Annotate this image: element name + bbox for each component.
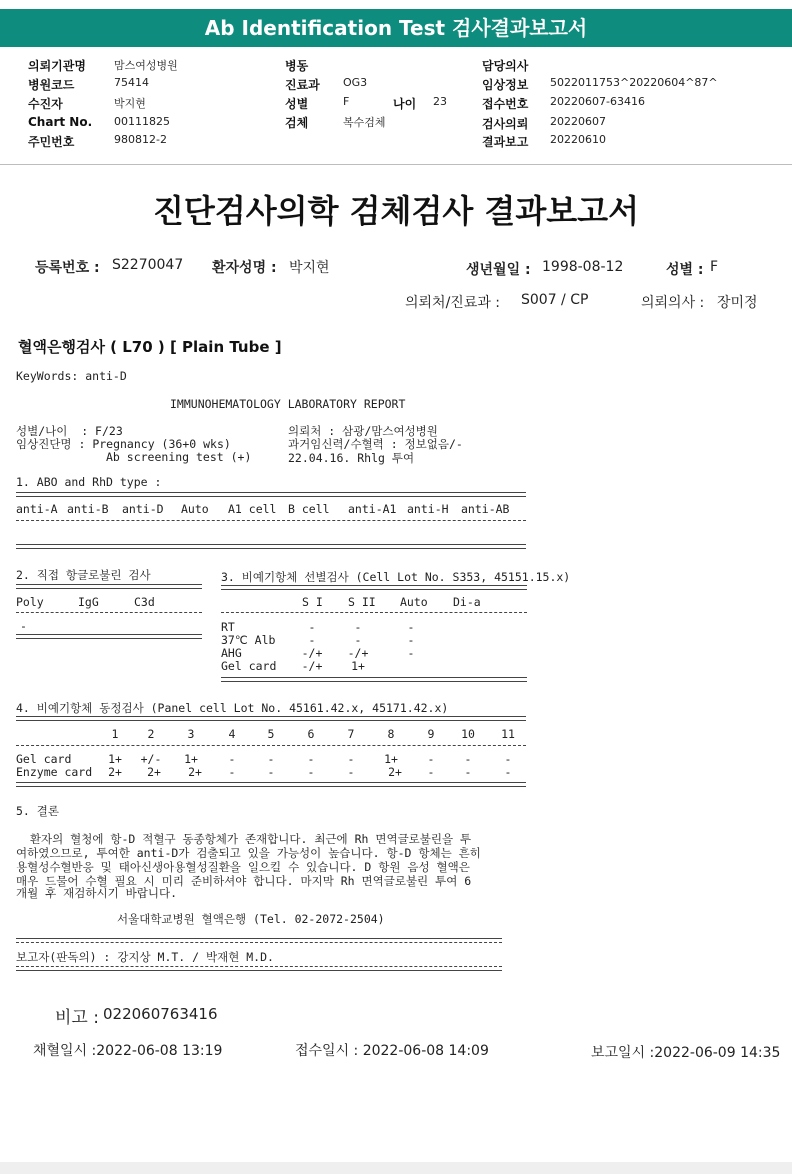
- test-title: 혈액은행검사 ( L70 ) [ Plain Tube ]: [18, 338, 282, 356]
- panel-col: 3: [187, 727, 195, 741]
- abo-col-auto: Auto: [181, 502, 209, 516]
- header-divider: [0, 164, 792, 165]
- label-request-date: 검사의뢰: [482, 117, 529, 131]
- screen-cell: -/+: [347, 646, 369, 660]
- panel-cell: +/-: [140, 752, 162, 766]
- lab-contact: 서울대학교병원 혈액은행 (Tel. 02-2072-2504): [117, 912, 385, 926]
- label-resident-no: 주민번호: [28, 135, 75, 149]
- dat-title: 2. 직접 항글로불린 검사: [16, 568, 151, 582]
- screen-cell: -: [407, 646, 415, 660]
- abo-col-anti-b: anti-B: [67, 502, 109, 516]
- panel-cell: -: [347, 752, 355, 766]
- panel-cell: 2+: [147, 765, 161, 779]
- dat-mid-rule: [16, 612, 202, 613]
- label-department: 진료과: [285, 78, 320, 92]
- panel-cell: -: [427, 765, 435, 779]
- panel-cell: -: [307, 765, 315, 779]
- screen-col-auto: Auto: [400, 595, 428, 609]
- label-ward: 병동: [285, 59, 309, 73]
- screen-cell: 1+: [351, 659, 365, 673]
- label-doctor: 담당의사: [482, 59, 529, 73]
- abo-col-anti-a: anti-A: [16, 502, 58, 516]
- value-reg-no: S2270047: [112, 257, 184, 273]
- panel-row-label: Gel card: [16, 752, 72, 766]
- remark-value: 022060763416: [103, 1005, 218, 1023]
- panel-cell: -: [307, 752, 315, 766]
- screen-cell: -: [354, 633, 362, 647]
- label-specimen: 검체: [285, 116, 309, 130]
- screen-cell: -: [354, 620, 362, 634]
- dat-col-poly: Poly: [16, 595, 44, 609]
- screen-cell: -/+: [301, 659, 323, 673]
- report-banner: Ab Identification Test 검사결과보고서: [0, 9, 792, 47]
- panel-cell: -: [427, 752, 435, 766]
- value-institution: 맘스여성병원: [114, 59, 178, 72]
- label-hospital-code: 병원코드: [28, 78, 75, 92]
- panel-cell: 2+: [108, 765, 122, 779]
- screen-title: 3. 비예기항체 선별검사 (Cell Lot No. S353, 45151.15.x): [221, 570, 571, 584]
- screen-col-dia: Di-a: [453, 595, 481, 609]
- info-diagnosis-2: Ab screening test (+): [16, 450, 252, 464]
- reporter-top-rule-2: [16, 942, 502, 943]
- label-patient-sex: 성별 :: [666, 262, 704, 278]
- screen-top-rule: [221, 585, 527, 590]
- panel-top-rule: [16, 716, 526, 721]
- abo-bottom-rule: [16, 544, 526, 549]
- info-diagnosis: 임상진단명 : Pregnancy (36+0 wks): [16, 437, 231, 451]
- conclusion-line: 개월 후 재검하시기 바랍니다.: [16, 886, 178, 900]
- label-sex: 성별: [285, 97, 309, 111]
- label-receipt-no: 접수번호: [482, 97, 529, 111]
- panel-cell: -: [504, 765, 512, 779]
- panel-col: 4: [228, 727, 236, 741]
- panel-title: 4. 비예기항체 동정검사 (Panel cell Lot No. 45161.42.x, 45171.42.x): [16, 701, 449, 715]
- value-clinical-info: 5022011753^20220604^87^: [550, 76, 718, 89]
- value-sex: F: [343, 95, 350, 108]
- value-hospital-code: 75414: [114, 76, 149, 89]
- page-bottom-strip: [0, 1162, 792, 1174]
- panel-mid-rule: [16, 745, 526, 746]
- screen-cell: -/+: [301, 646, 323, 660]
- panel-col: 10: [461, 727, 475, 741]
- label-patient-name: 환자성명 :: [212, 260, 277, 276]
- abo-col-b-cell: B cell: [288, 502, 330, 516]
- panel-col: 7: [347, 727, 355, 741]
- reporter-bottom-rule: [16, 966, 502, 967]
- panel-col: 11: [501, 727, 515, 741]
- panel-col: 8: [387, 727, 395, 741]
- screen-cell: -: [308, 620, 316, 634]
- panel-cell: 2+: [388, 765, 402, 779]
- abo-col-anti-d: anti-D: [122, 502, 164, 516]
- panel-cell: 2+: [188, 765, 202, 779]
- label-reg-no: 등록번호 :: [35, 260, 100, 276]
- label-report-date: 결과보고: [482, 135, 529, 149]
- conclusion-line: 여하였으므로, 투여한 anti-D가 검출되고 있을 가능성이 높습니다. 항-D 항체는 흔히: [16, 846, 481, 860]
- info-sex-age: 성별/나이 : F/23: [16, 424, 123, 438]
- panel-col: 9: [427, 727, 435, 741]
- panel-cell: 1+: [384, 752, 398, 766]
- value-patient-name: 박지현: [289, 260, 330, 276]
- screen-row-label: 37℃ Alb: [221, 633, 276, 647]
- remark-label: 비고 :: [55, 1008, 99, 1028]
- value-report-date: 20220610: [550, 133, 606, 146]
- value-chart-no: 00111825: [114, 115, 170, 128]
- info-referral: 의뢰처 : 삼광/맘스여성병원: [288, 424, 438, 438]
- screen-cell: -: [308, 633, 316, 647]
- value-dob: 1998-08-12: [542, 259, 624, 275]
- panel-row-label: Enzyme card: [16, 765, 93, 779]
- panel-cell: -: [504, 752, 512, 766]
- panel-bottom-rule: [16, 782, 526, 787]
- conclusion-line: 매우 드물어 수혈 필요 시 미리 준비하셔야 합니다. 마지막 Rh 면역글로불린 투여 6: [16, 874, 472, 888]
- panel-col: 5: [267, 727, 275, 741]
- panel-cell: -: [464, 765, 472, 779]
- screen-mid-rule: [221, 612, 527, 613]
- dat-top-rule: [16, 584, 202, 589]
- conclusion-title: 5. 결론: [16, 804, 59, 818]
- label-chart-no: Chart No.: [28, 115, 93, 129]
- panel-col: 6: [307, 727, 315, 741]
- panel-cell: -: [347, 765, 355, 779]
- screen-col-si: S I: [302, 595, 323, 609]
- conclusion-line: 용혈성수혈반응 및 태아신생아용혈성질환을 일으킬 수 있습니다. D 항원 음성 혈액은: [16, 860, 470, 874]
- report-datetime: 보고일시 :2022-06-09 14:35: [591, 1045, 781, 1061]
- panel-cell: 1+: [108, 752, 122, 766]
- abo-col-anti-ab: anti-AB: [461, 502, 510, 516]
- abo-top-rule: [16, 492, 526, 497]
- dat-col-c3d: C3d: [134, 595, 155, 609]
- screen-row-label: RT: [221, 620, 235, 634]
- info-history: 과거임신력/수혈력 : 정보없음/-: [288, 437, 463, 451]
- abo-col-anti-h: anti-H: [407, 502, 449, 516]
- value-receipt-no: 20220607-63416: [550, 95, 645, 108]
- label-dob: 생년월일 :: [466, 262, 531, 278]
- value-referral-doctor: 장미정: [717, 295, 758, 311]
- keywords: KeyWords: anti-D: [16, 369, 127, 383]
- label-age: 나이: [393, 97, 417, 111]
- screen-row-label: Gel card: [221, 659, 277, 673]
- reporter-top-rule: [16, 938, 502, 939]
- screen-bottom-rule: [221, 677, 527, 682]
- value-referral-dept: S007 / CP: [521, 292, 589, 308]
- screen-row-label: AHG: [221, 646, 242, 660]
- panel-cell: -: [228, 752, 236, 766]
- panel-cell: -: [464, 752, 472, 766]
- reporter: 보고자(판독의) : 강지상 M.T. / 박재현 M.D.: [16, 950, 274, 964]
- panel-cell: -: [228, 765, 236, 779]
- collection-datetime: 채혈일시 :2022-06-08 13:19: [33, 1043, 223, 1059]
- label-referral-dept: 의뢰처/진료과 :: [405, 295, 501, 311]
- abo-title: 1. ABO and RhD type :: [16, 475, 162, 489]
- conclusion-line: 환자의 혈청에 항-D 적혈구 동종항체가 존재합니다. 최근에 Rh 면역글로불린을 투: [16, 832, 472, 846]
- panel-cell: -: [267, 752, 275, 766]
- value-patient: 박지현: [114, 97, 146, 110]
- dat-result: -: [20, 619, 27, 633]
- dat-col-igg: IgG: [78, 595, 99, 609]
- label-institution: 의뢰기관명: [28, 59, 86, 73]
- panel-cell: -: [267, 765, 275, 779]
- lab-report-title: IMMUNOHEMATOLOGY LABORATORY REPORT: [170, 397, 406, 411]
- value-resident-no: 980812-2: [114, 133, 167, 146]
- label-patient: 수진자: [28, 97, 63, 111]
- abo-col-anti-a1: anti-A1: [348, 502, 397, 516]
- panel-col: 2: [147, 727, 155, 741]
- abo-col-a1-cell: A1 cell: [228, 502, 277, 516]
- value-patient-sex: F: [710, 259, 719, 275]
- receipt-datetime: 접수일시 : 2022-06-08 14:09: [295, 1043, 489, 1059]
- label-referral-doctor: 의뢰의사 :: [641, 295, 705, 311]
- screen-cell: -: [407, 633, 415, 647]
- dat-bottom-rule: [16, 634, 202, 639]
- value-department: OG3: [343, 76, 368, 89]
- reporter-bottom-rule-2: [16, 970, 502, 971]
- panel-cell: 1+: [184, 752, 198, 766]
- label-clinical-info: 임상정보: [482, 78, 529, 92]
- value-request-date: 20220607: [550, 115, 606, 128]
- panel-col: 1: [111, 727, 119, 741]
- value-specimen: 복수검체: [343, 116, 386, 129]
- info-rhig: 22.04.16. Rhlg 투여: [288, 451, 415, 465]
- screen-cell: -: [407, 620, 415, 634]
- screen-col-sii: S II: [348, 595, 376, 609]
- value-age: 23: [433, 95, 447, 108]
- report-title: 진단검사의학 검체검사 결과보고서: [153, 192, 639, 230]
- abo-mid-rule: [16, 520, 526, 521]
